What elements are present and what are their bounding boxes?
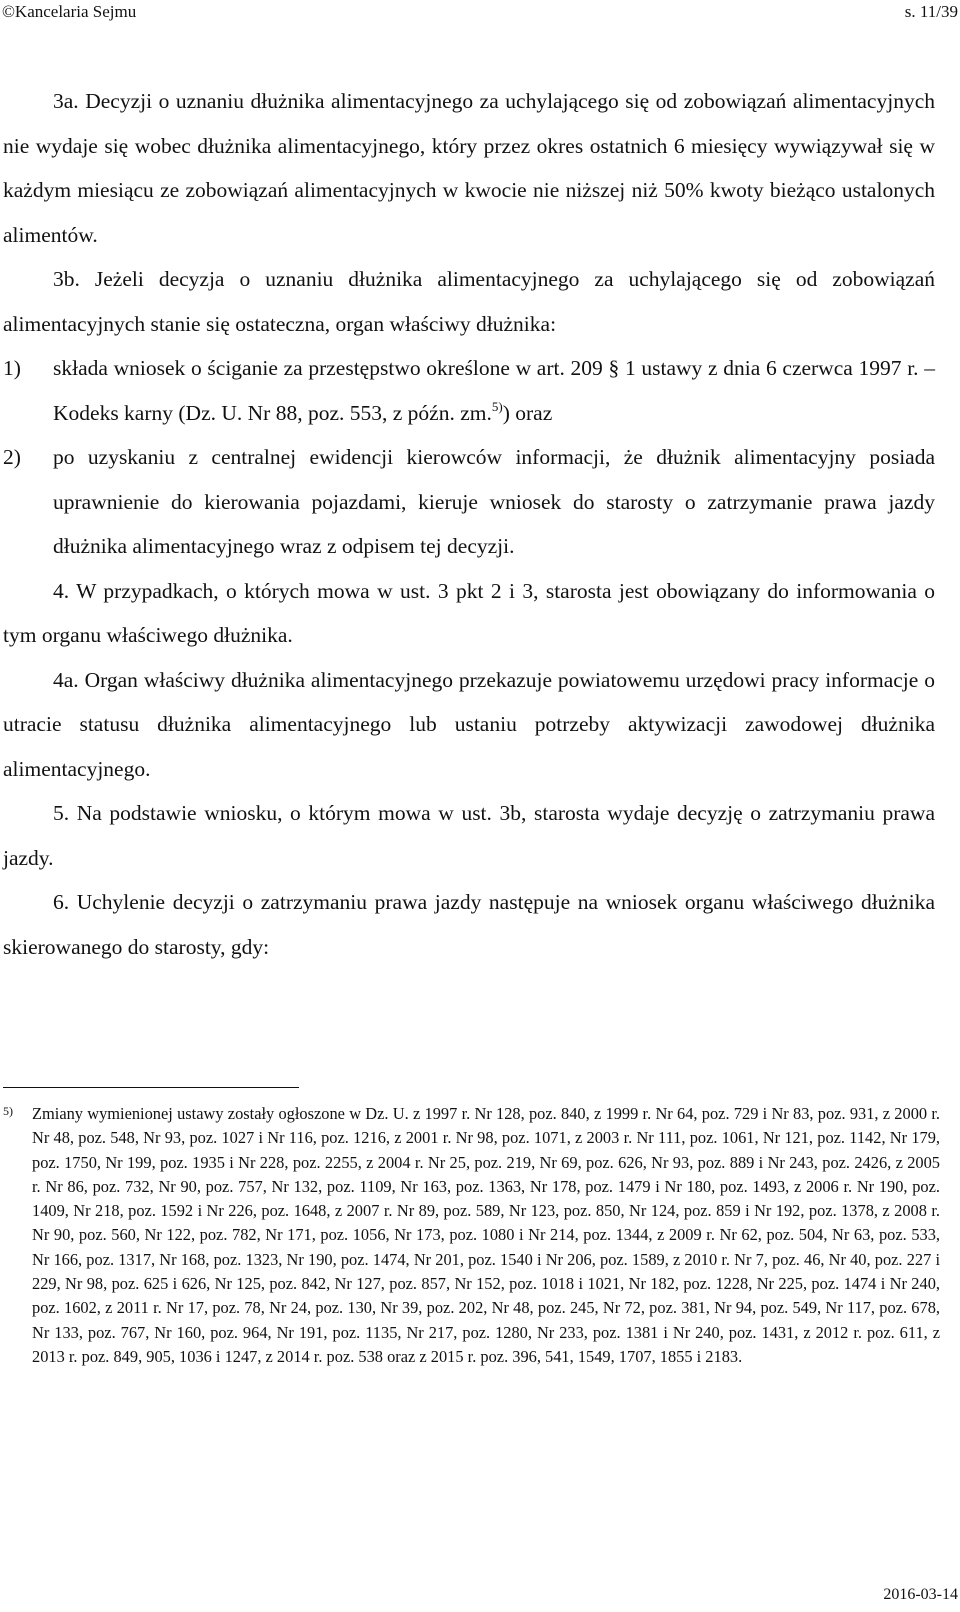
page-number: s. 11/39 [904,2,958,21]
list-item-1 [3,346,935,435]
paragraph-3b: 3b. Jeżeli decyzja o uznaniu dłużnika alimentacyjnego za uchylającego się od zobowiązań alimentacyjnych stanie się ostateczna, organ właściwy dłużnika: [3,267,935,336]
page-header [0,0,960,26]
paragraph-4: 4. W przypadkach, o których mowa w ust. 3 pkt 2 i 3, starosta jest obowiązany do informowania o tym organu właściwego dłużnika. [3,578,935,647]
footnote [3,1102,940,1369]
list-item-text: składa wniosek o ściganie za przestępstwo określone w art. 209 § 1 ustawy z dnia 6 czerwca 1997 r. – Kodeks karny (Dz. U. Nr 88, poz. 553, z późn. zm. [53,356,935,425]
paragraph-5: 5. Na podstawie wniosku, o którym mowa w ust. 3b, starosta wydaje decyzję o zatrzymaniu prawa jazdy. [3,801,935,870]
document-date: 2016-03-14 [883,1586,958,1603]
paragraph-4a: 4a. Organ właściwy dłużnika alimentacyjnego przekazuje powiatowemu urzędowi pracy informacje o utracie statusu dłużnika alimentacyjnego lub ustaniu potrzeby aktywizacji zawodowej dłużnika alimentacyjnego. [3,667,935,781]
document-body [3,79,935,969]
footnote-reference[interactable]: 5) [491,398,503,414]
list-item-text: po uzyskaniu z centralnej ewidencji kierowców informacji, że dłużnik alimentacyjny posiada uprawnienie do kierowania pojazdami, kieruje wniosek do starosty o zatrzymanie prawa jazdy dłużnika alimentacyjnego wraz z odpisem tej decyzji. [53,445,935,558]
list-item-number: 1) [3,356,21,380]
footnote-separator [3,1087,299,1088]
footnote-text: Zmiany wymienionej ustawy zostały ogłoszone w Dz. U. z 1997 r. Nr 128, poz. 840, z 1999 r. Nr 64, poz. 729 i Nr 83, poz. 931, z 2000 r. Nr 48, poz. 548, Nr 93, poz. 1027 i Nr 116, poz. 1216, z 2001 r. Nr 98, poz. 1071, z 2003 r. Nr 111, poz. 1061, Nr 121, poz. 1142, Nr 179, poz. 1750, Nr 199, poz. 1935 i Nr 228, poz. 2255, z 2004 r. Nr 25, poz. 219, Nr 69, poz. 626, Nr 93, poz. 889 i Nr 243, poz. 2426, z 2005 r. Nr 86, poz. 732, Nr 90, poz. 757, Nr 132, poz. 1109, Nr 163, poz. 1363, Nr 178, poz. 1479 i Nr 180, poz. 1493, z 2006 r. Nr 190, poz. 1409, Nr 218, poz. 1592 i Nr 226, poz. 1648, z 2007 r. Nr 89, poz. 589, Nr 123, poz. 850, Nr 124, poz. 859 i Nr 192, poz. 1378, z 2008 r. Nr 90, poz. 560, Nr 122, poz. 782, Nr 171, poz. 1056, Nr 173, poz. 1080 i Nr 214, poz. 1344, z 2009 r. Nr 62, poz. 504, Nr 63, poz. 533, Nr 166, poz. 1317, Nr 168, poz. 1323, Nr 190, poz. 1474, Nr 201, poz. 1540 i Nr 206, poz. 1589, z 2010 r. Nr 7, poz. 46, Nr 40, poz. 227 i 229, Nr 98, poz. 625 i 626, Nr 125, poz. 842, Nr 127, poz. 857, Nr 152, poz. 1018 i 1021, Nr 182, poz. 1228, Nr 225, poz. 1474 i Nr 240, poz. 1602, z 2011 r. Nr 17, poz. 78, Nr 24, poz. 130, Nr 39, poz. 202, Nr 48, poz. 245, Nr 72, poz. 381, Nr 94, poz. 549, Nr 117, poz. 678, Nr 133, poz. 767, Nr 160, poz. 964, Nr 191, poz. 1135, Nr 217, poz. 1280, Nr 233, poz. 1381 i Nr 240, poz. 1431, z 2012 r. poz. 611, z 2013 r. poz. 849, 905, 1036 i 1247, z 2014 r. poz. 538 oraz z 2015 r. poz. 396, 541, 1549, 1707, 1855 i 2183. [32,1104,940,1366]
paragraph-6: 6. Uchylenie decyzji o zatrzymaniu prawa jazdy następuje na wniosek organu właściwego dłużnika skierowanego do starosty, gdy: [3,890,935,959]
footnote-marker: 5) [3,1104,13,1118]
list-item-2 [3,435,935,569]
publisher-label: ©Kancelaria Sejmu [2,2,137,21]
list-item-number: 2) [3,445,21,469]
list-item-tail: ) oraz [502,400,553,425]
paragraph-3a: 3a. Decyzji o uznaniu dłużnika alimentacyjnego za uchylającego się od zobowiązań alimentacyjnych nie wydaje się wobec dłużnika alimentacyjnego, który przez okres ostatnich 6 miesięcy wywiązywał się w każdym miesiącu ze zobowiązań alimentacyjnych w kwocie nie niższej niż 50% kwoty bieżąco ustalonych alimentów. [3,89,935,247]
